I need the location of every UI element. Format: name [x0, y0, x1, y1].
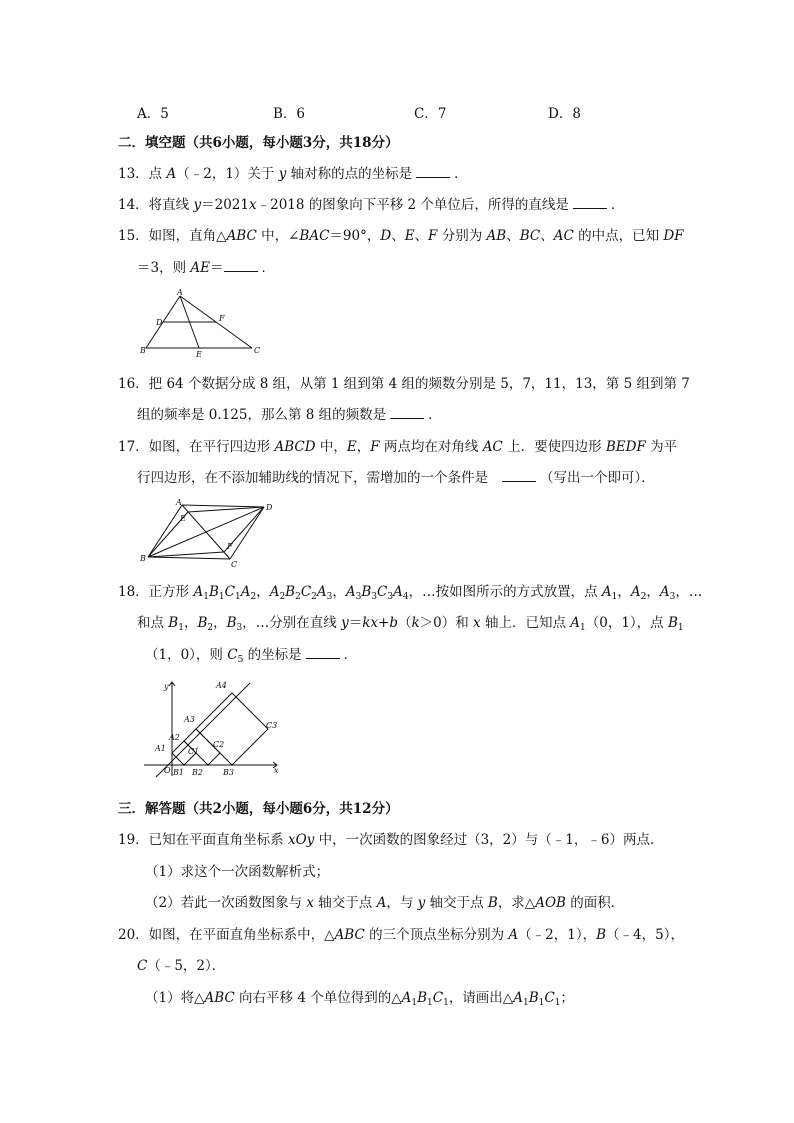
label-f: F: [227, 542, 233, 551]
option-c: C．7: [414, 106, 447, 122]
question-15-line1: 15．如图，直角△ABC 中，∠BAC＝90°，D、E、F 分别为 AB、BC、AC 的中点，已知 DF: [118, 228, 684, 244]
label-a: A: [177, 288, 183, 297]
answer-blank[interactable]: [224, 259, 258, 272]
question-17-line1: 17．如图，在平行四边形 ABCD 中，E，F 两点均在对角线 AC 上．要使四边形 BEDF 为平: [118, 439, 678, 455]
question-17-line2: 行四边形，在不添加辅助线的情况下，需增加的一个条件是 （写出一个即可）．: [137, 470, 655, 486]
label-d: D: [156, 318, 163, 327]
question-20-line1: 20．如图，在平面直角坐标系中，△ABC 的三个顶点坐标分别为 A（﹣2，1），B（﹣4，5），: [118, 927, 684, 943]
section-heading-fill-in: 二．填空题（共6小题，每小题3分，共18分）: [118, 135, 399, 151]
squares-coordinate-figure: [140, 676, 285, 781]
label-origin: O: [164, 766, 171, 775]
label-b: B: [140, 346, 146, 355]
question-15-line2: ＝3，则 AE＝ ．: [137, 260, 275, 276]
question-14: 14．将直线 y＝2021x﹣2018 的图象向下平移 2 个单位后，所得的直线是 ．: [118, 197, 625, 213]
question-13: 13．点 A（﹣2，1）关于 y 轴对称的点的坐标是 ．: [118, 166, 468, 182]
option-d: D．8: [548, 106, 581, 122]
question-16-line2: 组的频率是 0.125，那么第 8 组的频数是 ．: [137, 407, 442, 423]
label-y: y: [164, 682, 169, 691]
question-20-line2: C（﹣5，2）．: [137, 958, 226, 974]
question-18-line1: 18．正方形 $A_1B_1C_1A_2$，$A_2B_2C_2A_3$，$A_3B_3C_3A_4$，…按如图所示的方式放置，点 $A_1$，$A_2$，$A_3$，…: [118, 584, 703, 602]
label-a1: A1: [155, 744, 166, 753]
answer-blank[interactable]: [390, 406, 424, 419]
label-c: C: [231, 560, 238, 568]
answer-blank[interactable]: [502, 469, 536, 482]
label-c: C: [254, 346, 261, 355]
label-b2: B2: [192, 768, 203, 777]
label-f: F: [219, 314, 225, 323]
question-19-part2: （2）若此一次函数图象与 x 轴交于点 A，与 y 轴交于点 B，求△AOB 的面积．: [145, 895, 625, 911]
answer-blank[interactable]: [573, 196, 607, 209]
question-16-line1: 16．把 64 个数据分成 8 组，从第 1 组到第 4 组的频数分别是 5，7，11，13，第 5 组到第 7: [118, 376, 690, 392]
label-a2: A2: [169, 733, 180, 742]
label-d: D: [266, 503, 273, 512]
question-20-part1: （1）将△ABC 向右平移 4 个单位得到的$\triangle A_1B_1C_1$，请画出$\triangle A_1B_1C_1$；: [145, 990, 574, 1008]
label-c1: C1: [188, 747, 200, 756]
option-b: B．6: [273, 106, 306, 122]
label-c3: C3: [266, 721, 278, 730]
label-a: A: [176, 498, 182, 507]
answer-blank[interactable]: [416, 165, 450, 178]
label-e: E: [180, 514, 186, 523]
parallelogram-figure: [138, 496, 278, 568]
label-c2: C2: [213, 740, 225, 749]
label-x: x: [274, 766, 279, 775]
question-18-line2: 和点 $B_1$，$B_2$，$B_3$，…分别在直线 y＝kx+b（k＞0）和 x 轴上．已知点 $A_1(0$，1），点 $B_1$: [137, 615, 684, 633]
label-b1: B1: [173, 768, 184, 777]
label-b3: B3: [223, 768, 234, 777]
question-19: 19．已知在平面直角坐标系 xOy 中，一次函数的图象经过（3，2）与（﹣1，﹣6）两点．: [118, 832, 664, 848]
question-19-part1: （1）求这个一次函数解析式；: [145, 864, 330, 880]
triangle-figure: [140, 288, 270, 358]
label-a3: A3: [184, 715, 195, 724]
label-a4: A4: [216, 681, 227, 690]
option-a: A．5: [137, 106, 169, 122]
section-heading-solutions: 三．解答题（共2小题，每小题6分，共12分）: [118, 801, 399, 817]
question-18-line3: （1，0），则 $C_5$ 的坐标是 ．: [145, 647, 358, 665]
label-b: B: [140, 554, 146, 563]
label-e: E: [196, 350, 202, 358]
answer-blank[interactable]: [306, 646, 340, 659]
